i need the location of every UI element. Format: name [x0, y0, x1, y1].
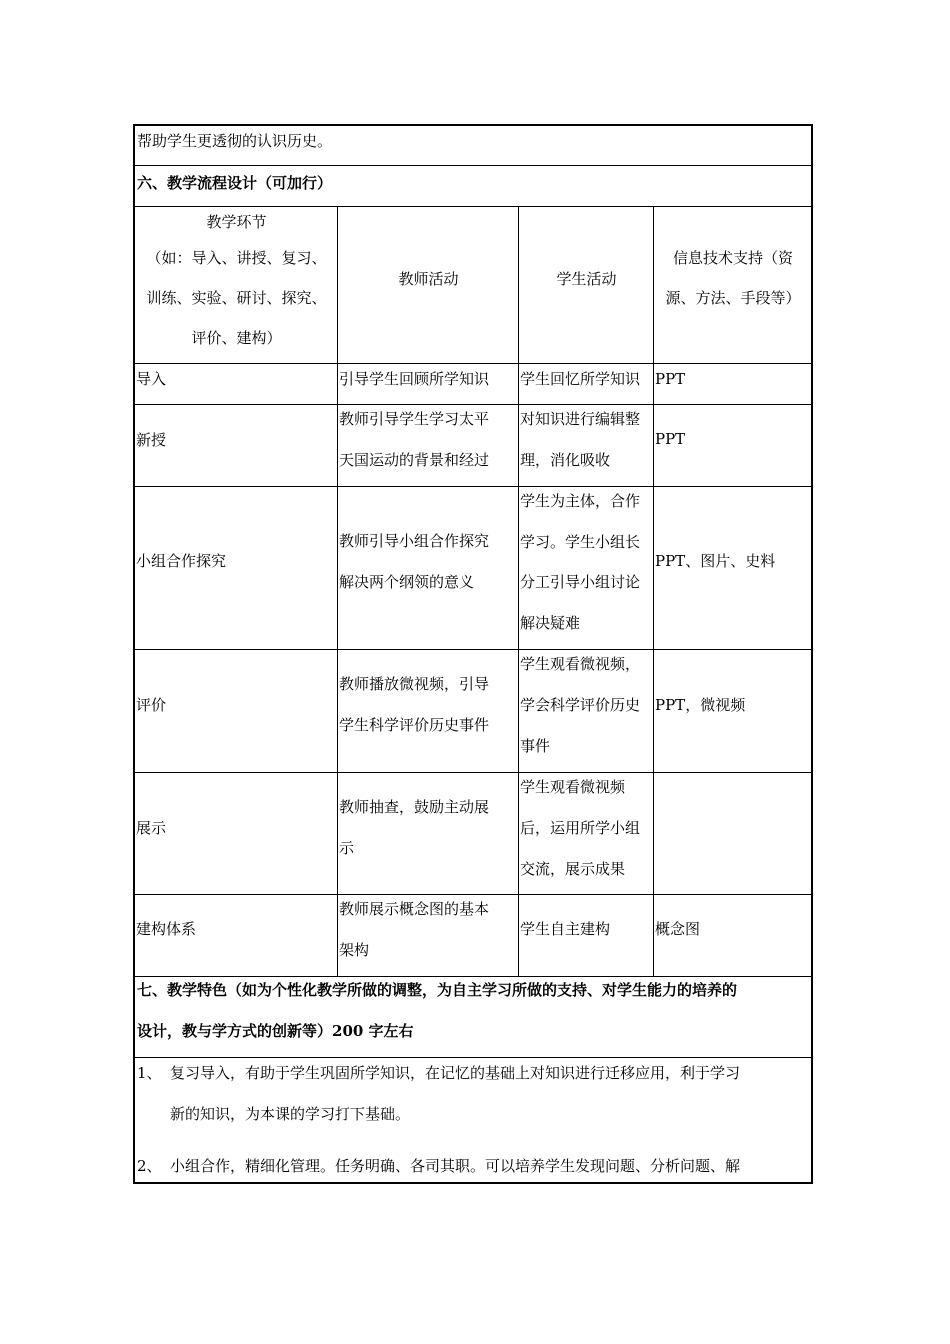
- continuation-text: 帮助学生更透彻的认识历史。: [137, 132, 333, 150]
- student-cell: 学生观看微视频，: [520, 655, 641, 673]
- teacher-cell: 教师引导小组合作探究: [339, 532, 490, 550]
- tech-cell: 概念图: [655, 920, 701, 938]
- header-tech: 信息技术支持（资 源、方法、手段等）: [665, 249, 801, 307]
- table-row: [135, 364, 811, 405]
- student-cell: 对知识进行编辑整: [520, 410, 641, 428]
- teacher-cell: 示: [339, 839, 355, 857]
- stage-cell: 展示: [136, 819, 167, 837]
- teacher-cell: 引导学生回顾所学知识: [339, 370, 490, 388]
- feature-text: 复习导入，有助于学生巩固所学知识，在记忆的基础上对知识进行迁移应用，利于学习: [170, 1064, 741, 1082]
- stage-cell: 建构体系: [136, 920, 197, 938]
- feature-text: 新的知识，为本课的学习打下基础。: [170, 1105, 411, 1123]
- table-row: [135, 487, 811, 650]
- header-student: 学生活动: [519, 207, 654, 363]
- flow-table-header-row: [135, 207, 811, 364]
- feature-number: 2、: [137, 1157, 162, 1175]
- tech-cell: PPT: [655, 430, 686, 448]
- stage-cell: 导入: [136, 370, 167, 388]
- stage-cell: 新授: [136, 431, 167, 449]
- student-cell: 交流，展示成果: [520, 860, 626, 878]
- student-cell: 学生回忆所学知识: [520, 370, 641, 388]
- teacher-cell: 教师引导学生学习太平: [339, 410, 490, 428]
- table-row: [135, 405, 811, 487]
- student-cell: 学生自主建构: [520, 920, 611, 938]
- teacher-cell: 天国运动的背景和经过: [339, 451, 490, 469]
- feature-text: 小组合作，精细化管理。任务明确、各司其职。可以培养学生发现问题、分析问题、解: [170, 1157, 741, 1175]
- continuation-row: [135, 126, 811, 166]
- teacher-cell: 架构: [339, 941, 370, 959]
- student-cell: 分工引导小组讨论: [520, 573, 641, 591]
- section-7-title-line-1: 七、教学特色（如为个性化教学所做的调整，为自主学习所做的支持、对学生能力的培养的: [137, 981, 738, 999]
- header-teacher: 教师活动: [338, 207, 519, 363]
- tech-cell: PPT，微视频: [655, 696, 746, 714]
- teacher-cell: 解决两个纲领的意义: [339, 573, 475, 591]
- table-row: [135, 895, 811, 977]
- feature-number: 1、: [137, 1064, 162, 1082]
- tech-cell: PPT、图片、史料: [655, 552, 776, 570]
- features-section: [135, 1058, 811, 1182]
- student-cell: 学生为主体，合作: [520, 492, 641, 510]
- stage-cell: 评价: [136, 696, 167, 714]
- stage-cell: 小组合作探究: [136, 552, 227, 570]
- section-7-header: [135, 977, 811, 1058]
- student-cell: 学会科学评价历史: [520, 696, 641, 714]
- student-cell: 解决疑难: [520, 614, 581, 632]
- lesson-plan-document: [133, 124, 813, 1184]
- teacher-cell: 教师播放微视频，引导: [339, 675, 490, 693]
- teacher-cell: 教师抽查，鼓励主动展: [339, 798, 490, 816]
- student-cell: 学生观看微视频: [520, 778, 626, 796]
- student-cell: 后，运用所学小组: [520, 819, 641, 837]
- teacher-cell: 教师展示概念图的基本: [339, 900, 490, 918]
- table-row: [135, 773, 811, 895]
- teacher-cell: 学生科学评价历史事件: [339, 716, 490, 734]
- student-cell: 理，消化吸收: [520, 451, 611, 469]
- student-cell: 学习。学生小组长: [520, 533, 641, 551]
- section-6-header: [135, 166, 811, 207]
- section-6-title: 六、教学流程设计（可加行）: [137, 174, 333, 192]
- header-stage: 教学环节 （如：导入、讲授、复习、 训练、实验、研讨、探究、 评价、建构）: [135, 207, 338, 363]
- table-row: [135, 650, 811, 773]
- tech-cell: PPT: [655, 370, 686, 388]
- section-7-title-line-2: 设计，教与学方式的创新等）200 字左右: [137, 1022, 414, 1040]
- student-cell: 事件: [520, 737, 551, 755]
